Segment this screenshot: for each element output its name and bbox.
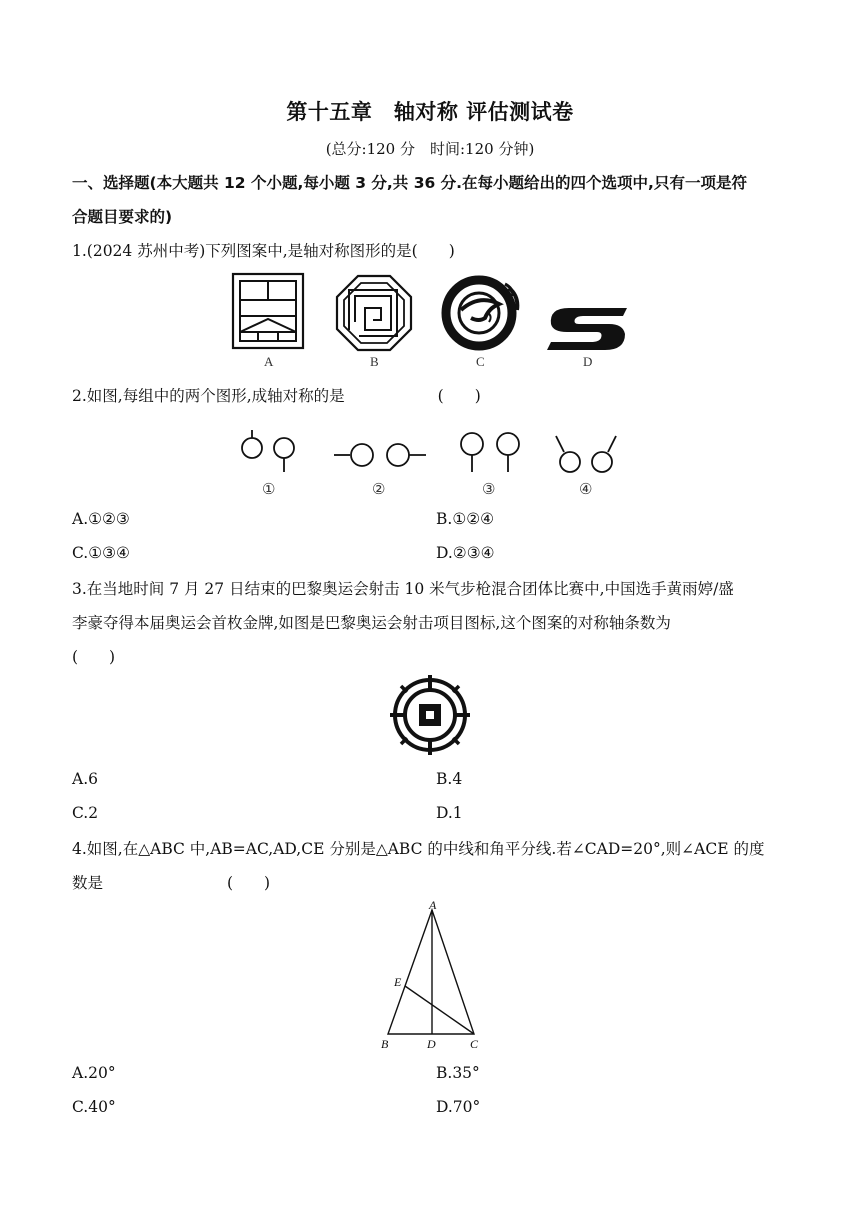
q1-label-c: C xyxy=(476,354,485,369)
q1-figure-d xyxy=(547,302,629,354)
q4-option-d: D.70° xyxy=(436,1098,481,1116)
q4-option-b: B.35° xyxy=(436,1064,480,1082)
q2-figure-2 xyxy=(334,440,430,470)
q2-option-d: D.②③④ xyxy=(436,544,495,562)
q3-shooting-icon xyxy=(387,672,473,758)
q3-stem-line1: 3.在当地时间 7 月 27 日结束的巴黎奥运会射击 10 米气步枪混合团体比赛中,中国选手黄雨婷/盛 xyxy=(72,580,734,598)
page-title: 第十五章 轴对称 评估测试卷 xyxy=(286,100,574,124)
section-heading-line1: 一、选择题(本大题共 12 个小题,每小题 3 分,共 36 分.在每小题给出的四个选项中,只有一项是符 xyxy=(72,174,747,192)
exam-info: (总分:120 分 时间:120 分钟) xyxy=(325,140,535,158)
q2-label-2: ② xyxy=(372,482,386,498)
q1-figure-b xyxy=(335,274,413,352)
q2-figure-3 xyxy=(458,430,524,476)
q3-option-c: C.2 xyxy=(72,804,99,822)
q1-label-a: A xyxy=(264,354,274,369)
q2-figure-1 xyxy=(240,428,302,476)
q2-figure-4 xyxy=(554,434,620,474)
q4-stem-line2: 数是 ( ) xyxy=(72,874,271,892)
q3-option-a: A.6 xyxy=(72,770,98,788)
section-heading-line2: 合题目要求的) xyxy=(72,208,173,226)
q2-label-1: ① xyxy=(262,482,276,498)
q2-stem: 2.如图,每组中的两个图形,成轴对称的是 ( ) xyxy=(72,387,481,405)
q3-option-d: D.1 xyxy=(436,804,463,822)
q2-label-4: ④ xyxy=(579,482,593,498)
q2-option-a: A.①②③ xyxy=(72,510,130,528)
q1-label-b: B xyxy=(370,354,379,369)
q2-option-b: B.①②④ xyxy=(436,510,495,528)
q4-vertex-b: B xyxy=(381,1037,389,1051)
q4-triangle-figure xyxy=(374,898,486,1052)
q4-option-a: A.20° xyxy=(72,1064,116,1082)
q3-stem-line3: ( ) xyxy=(72,648,116,666)
q1-figure-a xyxy=(231,272,305,350)
q4-stem-line1: 4.如图,在△ABC 中,AB=AC,AD,CE 分别是△ABC 的中线和角平分线.若∠CAD=20°,则∠ACE 的度 xyxy=(72,840,765,858)
q4-vertex-c: C xyxy=(470,1037,479,1051)
q3-option-b: B.4 xyxy=(436,770,463,788)
q1-stem: 1.(2024 苏州中考)下列图案中,是轴对称图形的是( ) xyxy=(72,242,455,260)
q1-label-d: D xyxy=(583,354,593,369)
q4-point-e: E xyxy=(394,975,402,989)
q4-point-d: D xyxy=(427,1037,436,1051)
q4-option-c: C.40° xyxy=(72,1098,116,1116)
q2-label-3: ③ xyxy=(482,482,496,498)
q2-option-c: C.①③④ xyxy=(72,544,130,562)
q3-stem-line2: 李豪夺得本届奥运会首枚金牌,如图是巴黎奥运会射击项目图标,这个图案的对称轴条数为 xyxy=(72,614,671,632)
q4-vertex-a: A xyxy=(429,898,437,912)
q1-figure-c xyxy=(441,274,521,352)
